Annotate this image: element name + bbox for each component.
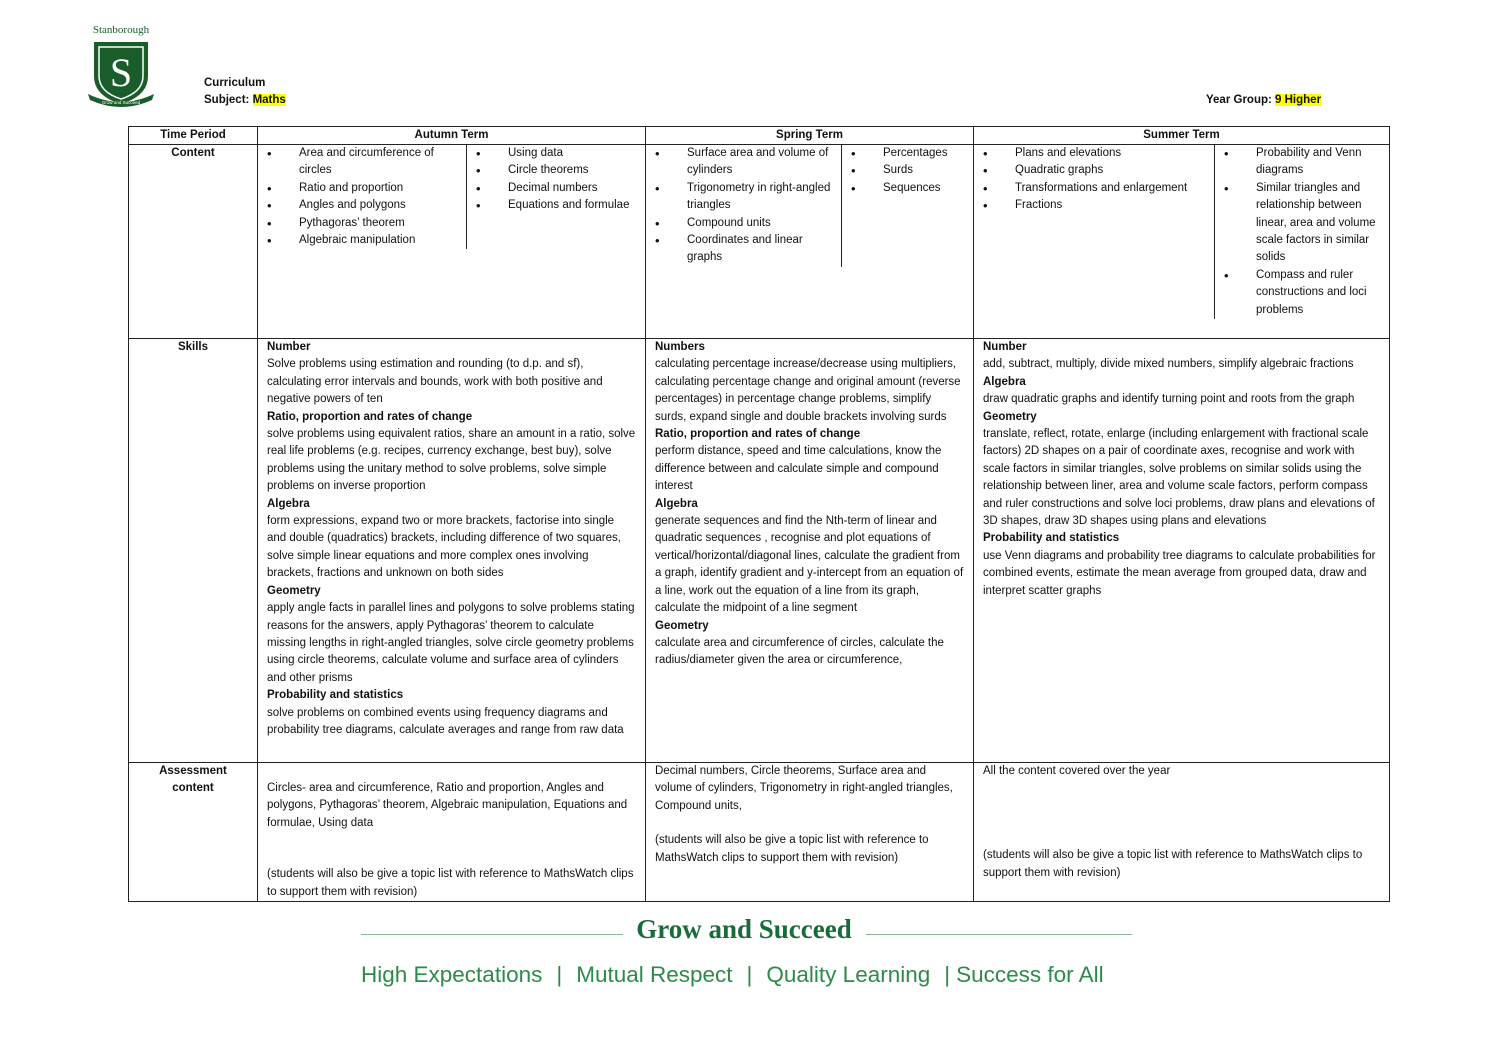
summer-assessment-cell [974, 763, 1390, 902]
list-item: • Fractions [974, 197, 1208, 214]
value-success-for-all: Success for All [956, 962, 1104, 987]
value-separator: | [746, 962, 753, 987]
logo-letter: S [109, 50, 133, 95]
school-logo [86, 24, 156, 108]
value-separator: | [556, 962, 563, 987]
header-summer: Summer Term [974, 127, 1390, 145]
skill-text: calculate area and circumference of circles, calculate the radius/diameter given the area or circumference, [655, 636, 944, 667]
header-autumn: Autumn Term [258, 127, 646, 145]
list-item: • Quadratic graphs [974, 162, 1208, 179]
autumn-assessment-topics: Circles- area and circumference, Ratio and proportion, Angles and polygons, Pythagoras’ theorem, Algebraic manipulation, Equations and formulae, Using data [267, 782, 628, 829]
list-item: • Similar triangles and relationship between linear, area and volume scale factors in similar solids [1215, 180, 1383, 267]
list-item: • Decimal numbers [467, 180, 639, 197]
list-item: • Surds [842, 162, 967, 179]
spring-skills-cell [646, 339, 974, 763]
curriculum-label: Curriculum [204, 77, 266, 89]
list-item: • Pythagoras’ theorem [258, 215, 460, 232]
value-mutual-respect: Mutual Respect [576, 962, 733, 987]
year-group-line [1206, 94, 1321, 106]
skill-text: apply angle facts in parallel lines and polygons to solve problems stating reasons for the answers, apply Pythagoras’ theorem to calculate missing lengths in right-angled triangles, solve circle geometry problems using circle theorems, calculate volume and surface area of cylinders and other prisms [267, 602, 635, 684]
autumn-content-cell [258, 145, 646, 339]
skill-text: translate, reflect, rotate, enlarge (including enlargement with fractional scale factors) 2D shapes on a pair of coordinate axes, recognise and work with scale factors in similar triangles, solve problems on similar solids using the relationship between liner, area and volume scale factors, perform compass and ruler constructions and solve loci problems, draw plans and elevations of 3D shapes, draw 3D shapes using plans and elevations [983, 428, 1375, 528]
autumn-assessment-note: (students will also be give a topic list with reference to MathsWatch clips to support them with revision) [267, 868, 634, 898]
value-separator: | [944, 962, 951, 987]
spring-content-list-2 [842, 145, 967, 197]
school-name: Stanborough [92, 24, 150, 36]
skills-row [129, 339, 1390, 763]
list-item: • Compass and ruler constructions and loci problems [1215, 267, 1383, 319]
list-item: • Algebraic manipulation [258, 232, 460, 249]
header-spring: Spring Term [646, 127, 974, 145]
spring-assessment-topics: Decimal numbers, Circle theorems, Surface area and volume of cylinders, Trigonometry in right-angled triangles, Compound units, [655, 765, 953, 812]
skill-heading: Geometry [655, 619, 709, 632]
skill-text: generate sequences and find the Nth-term of linear and quadratic sequences , recognise and plot equations of vertical/horizontal/diagonal lines, calculate the gradient from a graph, identify gradient and y-intercept from an equation of a line, work out the equation of a line from its graph, calculate the midpoint of a line segment [655, 515, 964, 615]
footer-rule-left [361, 934, 623, 935]
spring-assessment-note: (students will also be give a topic list with reference to MathsWatch clips to support them with revision) [655, 834, 929, 864]
skill-heading: Ratio, proportion and rates of change [655, 428, 861, 441]
autumn-content-list-2 [467, 145, 639, 215]
content-row [129, 145, 1390, 339]
subject-value: Maths [252, 94, 286, 106]
summer-assessment-note: (students will also be give a topic list with reference to MathsWatch clips to support them with revision) [983, 849, 1363, 879]
value-quality-learning: Quality Learning [766, 962, 931, 987]
summer-skills-cell [974, 339, 1390, 763]
list-item: • Transformations and enlargement [974, 180, 1208, 197]
skill-heading: Probability and statistics [983, 532, 1120, 545]
subject-label: Subject: [204, 94, 250, 106]
skill-heading: Probability and statistics [267, 689, 404, 702]
list-item: • Equations and formulae [467, 197, 639, 214]
skill-heading: Number [983, 341, 1027, 353]
year-group-label: Year Group: [1206, 94, 1272, 106]
year-group-value: 9 Higher [1275, 94, 1322, 106]
skill-heading: Geometry [983, 410, 1037, 423]
skill-heading: Geometry [267, 584, 321, 597]
logo-motto: Grow and Succeed [101, 100, 141, 105]
skill-text: perform distance, speed and time calculations, know the difference between and calculate simple and compound interest [655, 445, 942, 493]
skill-text: solve problems on combined events using frequency diagrams and probability tree diagrams, calculate averages and range from raw data [267, 706, 624, 736]
footer-values [361, 962, 1133, 988]
content-label: Content [129, 145, 258, 339]
skill-text: form expressions, expand two or more brackets, factorise into single and double (quadratics) brackets, including difference of two squares, solve simple linear equations and more complex ones involving brackets, fractions and unknown on both sides [267, 515, 621, 580]
skill-heading: Algebra [655, 497, 698, 510]
skill-text: add, subtract, multiply, divide mixed numbers, simplify algebraic fractions [983, 358, 1354, 371]
assessment-label: Assessment content [129, 763, 258, 902]
autumn-assessment-cell [258, 763, 646, 902]
subject-line [204, 94, 286, 106]
skill-text: use Venn diagrams and probability tree diagrams to calculate probabilities for combined events, estimate the mean average from grouped data, draw and interpret scatter graphs [983, 549, 1376, 597]
footer-rule-right [866, 934, 1132, 935]
list-item: • Probability and Venn diagrams [1215, 145, 1383, 180]
list-item: • Area and circumference of circles [258, 145, 460, 180]
list-item: • Plans and elevations [974, 145, 1208, 162]
list-item: • Surface area and volume of cylinders [646, 145, 835, 180]
summer-assessment-topics: All the content covered over the year [983, 765, 1171, 777]
summer-content-cell [974, 145, 1390, 339]
list-item: • Angles and polygons [258, 197, 460, 214]
spring-assessment-cell [646, 763, 974, 902]
list-item: • Compound units [646, 215, 835, 232]
skill-heading: Number [267, 341, 311, 353]
skill-heading: Algebra [983, 375, 1026, 388]
spring-content-cell [646, 145, 974, 339]
spring-content-list-1 [646, 145, 835, 267]
skill-text: calculating percentage increase/decrease using multipliers, calculating percentage change and original amount (reverse percentages) in percentage change problems, simplify surds, expand single and double brackets involving surds [655, 358, 961, 423]
autumn-skills-cell [258, 339, 646, 763]
assessment-row [129, 763, 1390, 902]
skill-text: solve problems using equivalent ratios, share an amount in a ratio, solve real life problems (e.g. recipes, currency exchange, best buy), solve problems using the unitary method to solve problems, solve simple problems on inverse proportion [267, 428, 636, 493]
list-item: • Percentages [842, 145, 967, 162]
skill-heading: Numbers [655, 341, 705, 353]
value-high-expectations: High Expectations [361, 962, 543, 987]
list-item: • Ratio and proportion [258, 180, 460, 197]
autumn-content-list-1 [258, 145, 460, 249]
list-item: • Using data [467, 145, 639, 162]
header-time-period: Time Period [129, 127, 258, 145]
list-item: • Sequences [842, 180, 967, 197]
footer-motto: Grow and Succeed [636, 914, 852, 944]
skills-label: Skills [129, 339, 258, 763]
skill-heading: Ratio, proportion and rates of change [267, 410, 473, 423]
summer-content-list-1 [974, 145, 1208, 215]
table-header-row [129, 127, 1390, 145]
curriculum-table [128, 126, 1390, 902]
list-item: • Trigonometry in right-angled triangles [646, 180, 835, 215]
summer-content-list-2 [1215, 145, 1383, 319]
list-item: • Coordinates and linear graphs [646, 232, 835, 267]
list-item: • Circle theorems [467, 162, 639, 179]
skill-text: Solve problems using estimation and rounding (to d.p. and sf), calculating error intervals and bounds, work with both positive and negative powers of ten [267, 358, 603, 406]
skill-heading: Algebra [267, 497, 310, 510]
crest-icon [88, 38, 154, 108]
skill-text: draw quadratic graphs and identify turning point and roots from the graph [983, 393, 1355, 406]
